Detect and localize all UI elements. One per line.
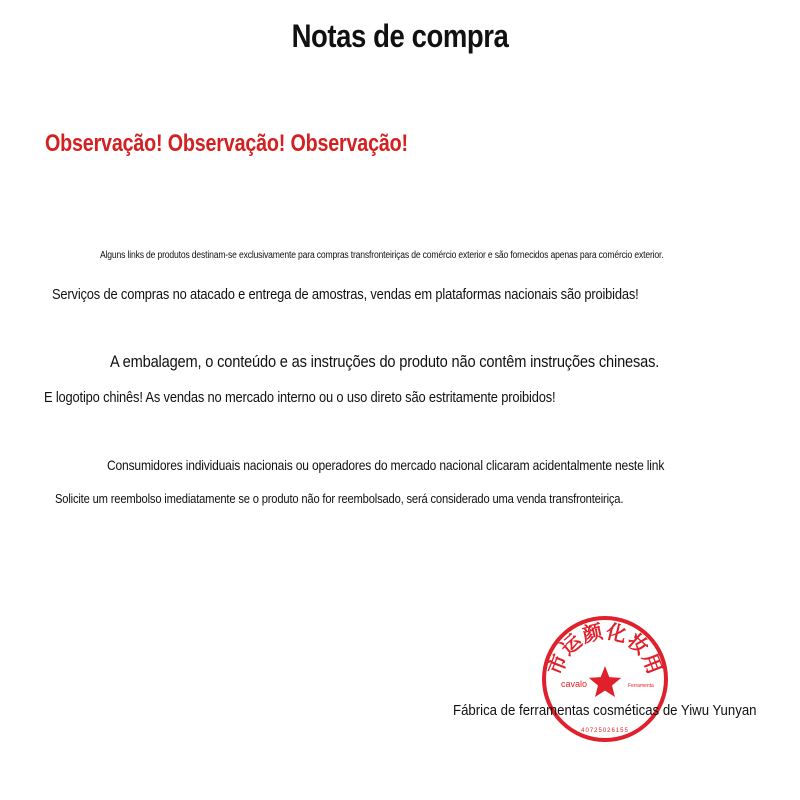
seal-arc-text: 市运颜化妆用 (542, 618, 668, 679)
seal-right-word: Ferramenta (628, 683, 654, 689)
seal-number: 40725026155 (581, 728, 629, 734)
notice-line-5: Consumidores individuais nacionais ou operadores do mercado nacional clicaram acidentalmente neste link (107, 457, 665, 473)
notice-line-3: A embalagem, o conteúdo e as instruções do produto não contêm instruções chinesas. (110, 352, 660, 371)
page-title: Notas de compra (291, 18, 509, 54)
notice-line-6: Solicite um reembolso imediatamente se o produto não for reembolsado, será considerado uma venda transfronteiriça. (55, 491, 624, 506)
star-icon (589, 666, 621, 697)
factory-name: Fábrica de ferramentas cosméticas de Yiwu Yunyan (453, 702, 757, 719)
notice-line-1: Alguns links de produtos destinam-se exclusivamente para compras transfronteiriças de comércio exterior e são fornecidos apenas para comércio exterior. (100, 250, 664, 261)
warning-heading: Observação! Observação! Observação! (45, 130, 408, 157)
seal-left-word: cavalo (561, 679, 588, 689)
notice-line-4: E logotipo chinês! As vendas no mercado interno ou o uso direto são estritamente proibidos! (44, 389, 556, 406)
notice-line-2: Serviços de compras no atacado e entrega de amostras, vendas em plataformas nacionais são proibidas! (52, 286, 639, 303)
company-seal (540, 614, 670, 744)
